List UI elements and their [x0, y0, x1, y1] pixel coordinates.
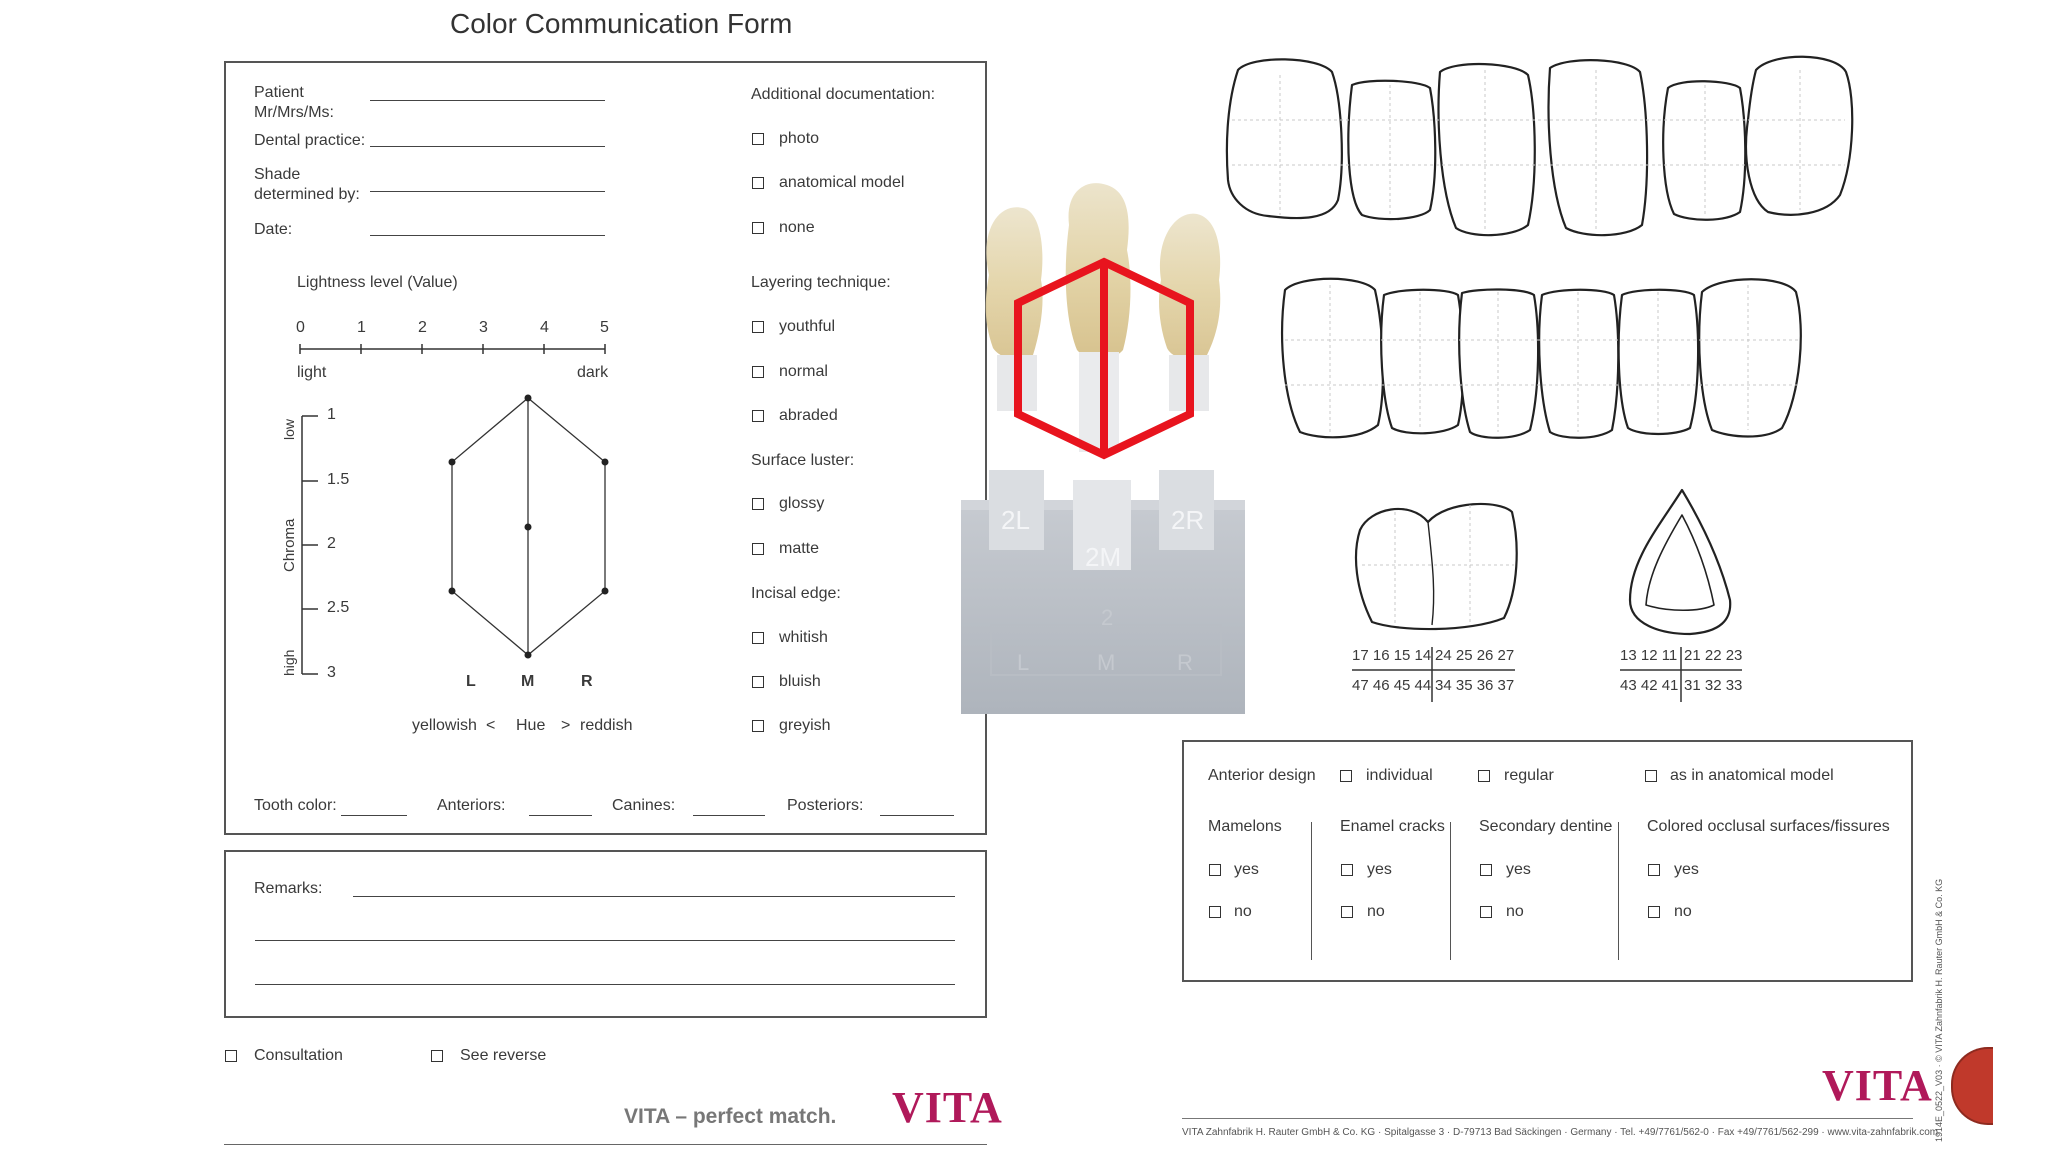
- greyish-label: greyish: [779, 717, 831, 734]
- secondary-dentine-heading: Secondary dentine: [1479, 818, 1613, 835]
- shade-tab-label: 2M: [1085, 542, 1122, 572]
- chroma-low-label: low: [281, 418, 297, 440]
- date-label: Date:: [254, 221, 293, 238]
- bottom-rule-right: [1182, 1118, 1913, 1119]
- colored-occlusal-no-label: no: [1674, 903, 1692, 920]
- enamel-cracks-no-label: no: [1367, 903, 1385, 920]
- lower-tooth-outline: [1459, 289, 1538, 437]
- dental-practice-label: Dental practice:: [254, 132, 366, 149]
- normal-label: normal: [779, 363, 828, 380]
- mamelons-yes-label: yes: [1234, 861, 1259, 878]
- chroma-high-label: high: [281, 649, 297, 676]
- anterior-design-label: Anterior design: [1208, 767, 1316, 784]
- lightness-tick-label: 4: [540, 319, 549, 336]
- colored-occlusal-yes-checkbox[interactable]: [1648, 864, 1660, 876]
- individual-label: individual: [1366, 767, 1433, 784]
- anatomical-model-label: anatomical model: [779, 174, 905, 191]
- chroma-tick-label: 2: [327, 535, 336, 552]
- tooth-numbers-posterior-ur: 24 25 26 27: [1435, 647, 1515, 664]
- hue-yellowish-label: yellowish: [412, 717, 477, 734]
- mamelons-no-checkbox[interactable]: [1209, 906, 1221, 918]
- youthful-label: youthful: [779, 318, 836, 335]
- lower-tooth-outline: [1381, 290, 1463, 434]
- abraded-label: abraded: [779, 407, 838, 424]
- posteriors-label: Posteriors:: [787, 797, 864, 814]
- additional-doc-heading: Additional documentation:: [751, 86, 936, 103]
- lightness-tick-label: 2: [418, 319, 427, 336]
- hue-lt-symbol: <: [486, 717, 496, 734]
- lightness-tick-label: 1: [357, 319, 366, 336]
- hue-m-label: M: [521, 673, 535, 690]
- tooth-numbers-posterior-lr: 34 35 36 37: [1435, 677, 1515, 694]
- tooth-numbers-anterior-ul: 13 12 11: [1620, 647, 1678, 664]
- shade-base-label: M: [1097, 650, 1116, 675]
- vita-logo-left: VITA: [892, 1083, 1003, 1132]
- vita-logo-right: VITA: [1822, 1061, 1933, 1110]
- surface-luster-heading: Surface luster:: [751, 452, 855, 469]
- chroma-tick-label: 2.5: [327, 599, 350, 616]
- layering-heading: Layering technique:: [751, 274, 891, 291]
- tooth-numbers-posterior-ll: 47 46 45 44: [1352, 677, 1432, 694]
- hue-gt-symbol: >: [561, 717, 571, 734]
- anteriors-label: Anteriors:: [437, 797, 506, 814]
- secondary-dentine-yes-label: yes: [1506, 861, 1531, 878]
- chroma-tick-label: 1.5: [327, 471, 350, 488]
- secondary-dentine-no-label: no: [1506, 903, 1524, 920]
- slogan: VITA – perfect match.: [624, 1105, 837, 1128]
- footer-address: VITA Zahnfabrik H. Rauter GmbH & Co. KG · Spitalgasse 3 · D-79713 Bad Säckingen · Germany · Tel. +49/7761/562-0 · Fax +49/7761/562-299 · www.vita-zahnfabrik.com: [1182, 1127, 1939, 1138]
- shade-tab-label: 2L: [1001, 505, 1030, 535]
- canines-label: Canines:: [612, 797, 676, 814]
- see-reverse-label: See reverse: [460, 1047, 547, 1064]
- tooth-numbers-posterior-ul: 17 16 15 14: [1352, 647, 1432, 664]
- regular-label: regular: [1504, 767, 1554, 784]
- chroma-axis-label: Chroma: [281, 518, 298, 572]
- chroma-tick-label: 3: [327, 664, 336, 681]
- upper-tooth-outline: [1439, 64, 1535, 235]
- shade-base-label: L: [1017, 650, 1030, 675]
- mamelons-heading: Mamelons: [1208, 818, 1282, 835]
- secondary-dentine-yes-checkbox[interactable]: [1480, 864, 1492, 876]
- mamelons-yes-checkbox[interactable]: [1209, 864, 1221, 876]
- colored-occlusal-heading: Colored occlusal surfaces/fissures: [1647, 818, 1890, 835]
- photo-label: photo: [779, 130, 820, 147]
- enamel-cracks-heading: Enamel cracks: [1340, 818, 1445, 835]
- column-divider: [1450, 822, 1451, 960]
- upper-tooth-outline: [1227, 59, 1342, 218]
- mamelons-no-label: no: [1234, 903, 1252, 920]
- lower-tooth-outline: [1282, 279, 1383, 438]
- colored-occlusal-no-checkbox[interactable]: [1648, 906, 1660, 918]
- shade-base-number: 2: [1101, 605, 1114, 630]
- incisal-edge-heading: Incisal edge:: [751, 585, 841, 602]
- lightness-heading: Lightness level (Value): [297, 274, 458, 291]
- dark-label: dark: [577, 364, 609, 381]
- hue-r-label: R: [581, 673, 593, 690]
- lightness-tick-label: 3: [479, 319, 488, 336]
- matte-label: matte: [779, 540, 820, 557]
- tooth-color-label: Tooth color:: [254, 797, 337, 814]
- shade-determined-label: Shade determined by:: [254, 166, 360, 203]
- lower-tooth-outline: [1699, 279, 1801, 436]
- enamel-cracks-yes-checkbox[interactable]: [1341, 864, 1353, 876]
- colored-occlusal-yes-label: yes: [1674, 861, 1699, 878]
- upper-tooth-outline: [1663, 81, 1745, 220]
- tooth-numbers-anterior-ur: 21 22 23: [1684, 647, 1743, 664]
- canine-outline: [1630, 490, 1730, 634]
- glossy-label: glossy: [779, 495, 825, 512]
- remarks-label: Remarks:: [254, 880, 323, 897]
- hue-reddish-label: reddish: [580, 717, 633, 734]
- hue-label: Hue: [516, 717, 546, 734]
- as-in-anatomical-model-label: as in anatomical model: [1670, 767, 1834, 784]
- enamel-cracks-no-checkbox[interactable]: [1341, 906, 1353, 918]
- tooth-numbers-anterior-ll: 43 42 41: [1620, 677, 1679, 694]
- regular-checkbox[interactable]: [1478, 770, 1490, 782]
- molar-outline: [1356, 504, 1517, 629]
- tooth-numbers-anterior-lr: 31 32 33: [1684, 677, 1743, 694]
- side-copyright-text: 1914E_0522_V03 · © VITA Zahnfabrik H. Rauter GmbH & Co. KG: [1934, 878, 1944, 1142]
- light-label: light: [297, 364, 327, 381]
- column-divider: [1311, 822, 1312, 960]
- whitish-label: whitish: [779, 629, 828, 646]
- as-in-anatomical-model-checkbox[interactable]: [1645, 770, 1657, 782]
- lightness-tick-label: 0: [296, 319, 305, 336]
- upper-tooth-outline: [1549, 60, 1648, 235]
- upper-tooth-outline: [1746, 57, 1852, 215]
- hue-l-label: L: [466, 673, 476, 690]
- form-title: Color Communication Form: [450, 8, 793, 39]
- column-divider: [1618, 822, 1619, 960]
- shade-tab-label: 2R: [1171, 505, 1205, 535]
- upper-tooth-outline: [1348, 81, 1435, 219]
- consultation-label: Consultation: [254, 1047, 343, 1064]
- lower-tooth-outline: [1539, 290, 1618, 438]
- individual-checkbox[interactable]: [1340, 770, 1352, 782]
- enamel-cracks-yes-label: yes: [1367, 861, 1392, 878]
- patient-label: Patient Mr/Mrs/Ms:: [254, 84, 334, 121]
- none-label: none: [779, 219, 815, 236]
- secondary-dentine-no-checkbox[interactable]: [1480, 906, 1492, 918]
- chroma-tick-label: 1: [327, 406, 336, 423]
- lightness-tick-label: 5: [600, 319, 609, 336]
- shade-base-label: R: [1177, 650, 1193, 675]
- bluish-label: bluish: [779, 673, 821, 690]
